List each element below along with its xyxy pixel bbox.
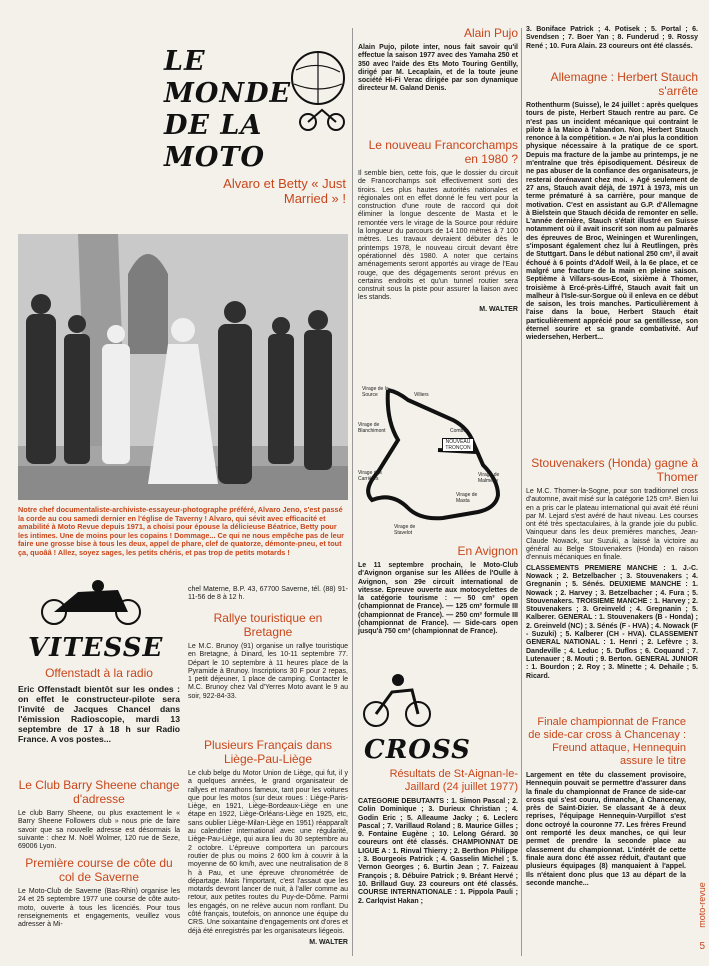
saverne-article — [18, 856, 180, 966]
map-label-malmedy: Virage de Malmedy — [478, 472, 500, 484]
cross-logo — [358, 670, 518, 766]
wedding-photo-art — [18, 234, 348, 500]
cross-logo-text: CROSS — [364, 735, 471, 765]
stauch-title: Allemagne : Herbert Stauch s'arrête — [550, 70, 698, 98]
barry-body: Le club Barry Sheene, ou plus exactement le « Barry Sheene Followers club » nous prie de faire savoir que sa nouvelle adresse est désormais la suivante : chez M. Noël Wolmer, 120 rue de Seze, 69006 Lyon. — [18, 810, 180, 851]
saverne-continued — [188, 586, 348, 606]
rallye-body: Le M.C. Brunoy (91) organise un rallye touristique en Bretagne, à Dinard, les 10-11 septembre 77. Départ le 10 septembre à 11 heures place de la Pyramide à Brunoy. Inscriptions 30 F pour 2 repas, 1 petit déjeuner, 1 place de camping. Contacter le M.C. Brunoy chez Val d'Yerres Moto avant le 9 au soir, 922-84-33. — [188, 643, 348, 700]
map-label-combes: Combes — [450, 428, 469, 434]
stouvenakers-article — [526, 456, 698, 708]
avignon-body: Le 11 septembre prochain, le Moto-Club d'Avignon organise sur les Allées de l'Oulle à Avignon, son 29e circuit international de vitesse. Epreuve ouverte aux motocyclettes de la catégorie tourisme : — 50 cm³ open (championnat de France). — 125 cm³ formule III (championnat de France). — 250 cm³ formule III (championnat de France). — Side-cars open jusqu'à 750 cm³ (championnat de France). — [358, 562, 518, 636]
map-label-villiers: Villiers — [414, 392, 429, 398]
wedding-caption-text: Notre chef documentaliste-archiviste-essayeur-photographe préféré, Alvaro Jeno, s'est passé la corde au cou samedi dernier en l'église de Taverny ! Alvaro, qui sévit avec efficacité et amabilité à Moto Revue depuis 1971, a choisi pour épouse la délicieuse Béatrice, Betty pour les intimes. Une de moins pour les copains ! Dommage... Ce qui ne nous empêche pas de leur faire une grosse bise à tous les deux, appel de phare, clef de quatorze, démonte-pneu, et tout ça, quoââ ! Allez, soyez sages, les petits chéris, et pas trop de petits motards ! — [18, 505, 345, 557]
stauch-body: Rothenthurm (Suisse), le 24 juillet : après quelques tours de piste, Herbert Stauch rentre au parc. Ce n'est pas un incident mécanique qui contraint le pilote à la Maico à l'abandon. Non, Herbert Stauch renonce à la compétition. « Je n'ai plus la condition physique nécessaire à la pratique de ce sport. Depuis ma fracture de la jambe au printemps, je ne m'entraîne que très épisodiquement. Désireux de ne pas abuser de la confiance des organisateurs, je resterai dorénavant chez moi. » Agé seulement de 27 ans, Stauch avait déjà, de 1971 à 1973, mis un terme prématuré à sa carrière, pour manque de motivation. C'est en assistant au G.P. d'Allemagne à Bielstein que Stauch décida de remonter en selle. L'année dernière, Stauch s'était illustré en Suisse notamment où il avait inscrit son nom au palmarès des épreuves de Broc, Weiningen et Wurenlingen, s'imposant également chez lui à Reutlingen, près de Stuttgart. Dans le début national 250 cm³, il avait échoué à 6 points d'Adolf Weil, à la 6e place, et ce malgré une fracture de la main en pleine saison. Septième à Villars-sous-Ecot, sixième à Thomer, troisième à Ercé-près-Liffré, Stauch avait fait un malheur à l'Isle-sur-Sorgue où il enleva en ce début de saison, les trois manches. Particulièrement à l'aise dans la boue, Herbert Stauch était particulièrement apprécié pour sa gentillesse, son éternel sourire et sa grande combativité. Auf wiedersehen, Herbert... — [526, 102, 698, 342]
francorchamps-map — [358, 380, 518, 540]
map-label-source: Virage de la Source — [362, 386, 389, 398]
stignan-body: CATEGORIE DEBUTANTS : 1. Simon Pascal ; 2. Colin Dominique ; 3. Durieux Christian ; 4. Godin Eric ; 5. Alleaume Jacky ; 6. Leclerc Pascal ; 7. Varillaud Roland ; 8. Maurice Gilles ; 9. Fontaine Eugène ; 10. Lelong Gérard. 30 coureurs ont été classés. CHAMPIONNAT DE LIGUE A : 1. Rinval Thierry ; 2. Berthon Philippe ; 3. Bourgeois Patrick ; 4. Gasselin Michel ; 5. Vernon Georges ; 6. Burtin Jean ; 7. Faizeau François ; 8. Débuire Patrick ; 9. Bréant Hervé ; 10. Brillaud Guy. 23 coureurs ont été classés. COURSE INTERNATIONALE : 1. Pippola Pauli ; 2. Carlqvist Hakan ; — [358, 798, 518, 905]
chancenay-body: Largement en tête du classement provisoire, Hennequin pouvait se permettre d'assurer dans la finale du championnat de France de side-car cross qui s'est couru, dimanche, à Chancenay, près de Saint-Dizier. Se classant 4e à deux reprises, l'équipage Hennequin-Vurpillot s'est donc octroyé la couronne 77. Les frères Freund ont remporté les deux manches, ce qui leur permet de prendre la seconde place au classement du championnat. L'intérêt de cette finale aura donc été assez réduit, d'autant que plusieurs équipages (8) manquaient à l'appel. Ils n'étaient donc plus que 13 au départ de la seconde manche... — [526, 772, 686, 887]
vitesse-logo — [18, 578, 178, 662]
francorchamps-article — [358, 138, 518, 378]
chancenay-article — [526, 716, 686, 964]
pujo-article — [358, 26, 518, 134]
column-rule — [521, 28, 522, 956]
plusieurs-signature: M. WALTER — [309, 938, 348, 946]
offenstadt-body: Eric Offenstadt bientôt sur les ondes : on effet le constructeur-pilote sera l'invité de Jacques Chancel dans l'émission Radioscopie, mardi 13 septembre de 17 à 18 h sur Radio France. A vos postes... — [18, 684, 180, 744]
francorchamps-title: Le nouveau Francorchamps en 1980 ? — [368, 138, 518, 166]
barry-article — [18, 778, 180, 851]
footer-magazine: moto-revue — [697, 882, 708, 928]
saverne-title: Première course de côte du col de Saverne — [25, 856, 173, 884]
stignan-cont-body: 3. Boniface Patrick ; 4. Potisek ; 5. Portal ; 6. Svendsen ; 7. Boer Yan ; 8. Funderud ; 9. Rossy René ; 10. Fura Alain. 23 coureurs ont été classés. — [526, 26, 698, 50]
monde-logo-text: LE MONDE DE LA MOTO — [164, 46, 292, 173]
right-column — [526, 26, 698, 958]
stauch-article — [526, 70, 698, 452]
francorchamps-signature: M. WALTER — [479, 305, 518, 313]
stignan-title: Résultats de St-Aignan-le-Jaillard (24 juillet 1977) — [389, 768, 518, 793]
circuit-map-art — [358, 380, 518, 540]
left-column — [18, 26, 348, 958]
rallye-article — [188, 611, 348, 733]
wedding-caption — [18, 506, 348, 570]
cross-rider-icon — [358, 670, 438, 730]
stignan-continued — [526, 26, 698, 66]
plusieurs-title: Plusieurs Français dans Liège-Pau-Liège — [203, 738, 333, 766]
map-label-blanchimont: Virage de Blanchimont — [358, 422, 386, 434]
map-label-nouveau: NOUVEAU TRONÇON — [442, 438, 474, 452]
plusieurs-body: Le club belge du Motor Union de Liège, qui fut, il y a quelques années, le grand organisateur de rallyes et marathons fameux, tant pour les voitures que pour les motos (sur deux roues : Liège-Paris-Liège, en 1921, Liège-Bordeaux-Liège en une étape en 1922, Liège-Orléans-Liège en 1925, etc, sans oublier Liège-Milan-Liège en 1951) réapparaît au calendrier international avec une régularité, Liège-Pau-Liège, qui aura lieu du 30 septembre au 2 octobre. L'épreuve comportera un parcours routier de plus ou moins 2 600 km à couvrir à la moyenne de 60 km/h, avec une neutralisation de 8 h à Pau, et une épreuve chronométrée de départage. Mais l'important, c'est l'assaut que les motards devront lancer de nuit, à l'aller comme au retour, aux petites routes du Puy-de-Dôme. Parmi les engagés, on ne relève aucun nom ronflant. Du côté français, toutefois, on annonce une équipe du CRS. Une soixantaine d'engagements ont d'ores et déjà été enregistrés par les organisateurs liégeois. — [188, 770, 348, 935]
alvaro-title: Alvaro et Betty « Just Married » ! — [223, 176, 346, 206]
vitesse-rider-icon — [18, 578, 178, 628]
wedding-photo — [18, 234, 348, 500]
pujo-title: Alain Pujo — [463, 26, 518, 40]
offenstadt-title: Offenstadt à la radio — [45, 666, 153, 680]
column-rule — [352, 28, 353, 956]
middle-column — [358, 26, 518, 958]
stignan-article — [358, 768, 518, 964]
francorchamps-body: Il semble bien, cette fois, que le dossier du circuit de Francorchamps soit effectivement sorti des tiroirs. Les plus hautes autorités nationales et régionales ont en effet donné le feu vert pour la construction d'une route de raccord qui doit éliminer la longue descente de Masta et le remontée vers le virage de la Source pour réduire la longueur du parcours de 14 100 mètres à 7 100 mètres. Les travaux devraient débuter dès le printemps 1978, le nouveau circuit devant être opérationnel dès 1980. A noter que certains aménagements seront apportés au virage de l'Eau rouge, que des dégagements seront prévus en certains endroits et qu'un tunnel routier sera construit sous la piste pour assurer la liaison avec les stands. — [358, 170, 518, 302]
alvaro-article — [198, 176, 346, 228]
vitesse-logo-text: VITESSE — [28, 633, 164, 663]
rallye-title: Rallye touristique en Bretagne — [213, 611, 323, 639]
stouvenakers-results: CLASSEMENTS PREMIERE MANCHE : 1. J.-C. Nowack ; 2. Betzelbacher ; 3. Stouvenakers ; 4. Gregnanin ; 5. Sénés. DEUXIEME MANCHE : 1. Nowack ; 2. Harvey ; 3. Betzelbacher ; 4. Fura ; 5. Stouvenakers. TROISIEME MANCHE : 1. Harvey ; 2. Stouvenakers ; 3. Greinveld ; 4. Gregnanin ; 5. Kalberer. GENERAL : 1. Stouvenakers (B - Honda) ; 2. Greinveld (NC) ; 3. Sénés (F - HVA) ; 4. Nowack (F - Suzuki) ; 5. Kalberer (CH - HVA). CLASSEMENT GENERAL NATIONAL : 1. Henri ; 2. Lefèvre ; 3. Dandeville ; 4. Leduc ; 5. Duflos ; 6. Coquand ; 7. Lutenauer ; 8. Mouti ; 9. Berton. GENERAL JUNIOR : 1. Bourdon ; 2. Roy ; 3. Minette ; 4. Dehaile ; 5. Ricard. — [526, 564, 698, 680]
pujo-body: Alain Pujo, pilote inter, nous fait savoir qu'il effectue la saison 1977 avec des Yamaha 250 et 350 avec l'aide des Ets Moto Touring Gentilly, dirigé par M. Lecaplain, et de la toute jeune société Hi-Fi Verac dirigée par son dynamique directeur M. Galand Denis. — [358, 44, 518, 93]
map-label-carrieres: Virage des Carrières — [358, 470, 382, 482]
page-number: 5 — [699, 941, 705, 952]
saverne-body: Le Moto-Club de Saverne (Bas-Rhin) organise les 24 et 25 septembre 1977 une course de côte auto-moto, ouverte à tous les licenciés. Pour tous renseignements et engagements, veuillez vous adresser à Mi- — [18, 888, 180, 929]
avignon-title: En Avignon — [457, 544, 518, 558]
stouvenakers-body: Le M.C. Thomer-la-Sogne, pour son traditionnel cross d'automne, avait misé sur la catégorie 125 cm³. Bien lui en a pris car le plateau international qui avait été réuni par M. Lejard s'est avéré de haut niveau. Les courses ont été très spectaculaires, à la grande joie du public. Vainqueur dans les deux premières manches, Jean-Claude Nowack, sur Suzuki, a laissé la victoire au général au Belge Stouvenakers (Honda) en raison d'ennuis mécaniques en finale. — [526, 488, 698, 562]
stouvenakers-title: Stouvenakers (Honda) gagne à Thomer — [531, 456, 698, 484]
plusieurs-article — [188, 738, 348, 966]
chancenay-title: Finale championnat de France de side-car cross à Chancenay : Freund attaque, Hennequin assure le titre — [528, 716, 686, 767]
saverne-cont-body: chel Materne, B.P. 43, 67700 Saverne, tél. (88) 91-11-56 de 8 à 12 h. — [188, 586, 348, 602]
offenstadt-article — [18, 666, 180, 744]
avignon-article — [358, 544, 518, 664]
barry-title: Le Club Barry Sheene change d'adresse — [18, 778, 180, 806]
map-label-masta: Virage de Masta — [456, 492, 478, 504]
map-label-stavelot: Virage de Stavelot — [394, 524, 416, 536]
